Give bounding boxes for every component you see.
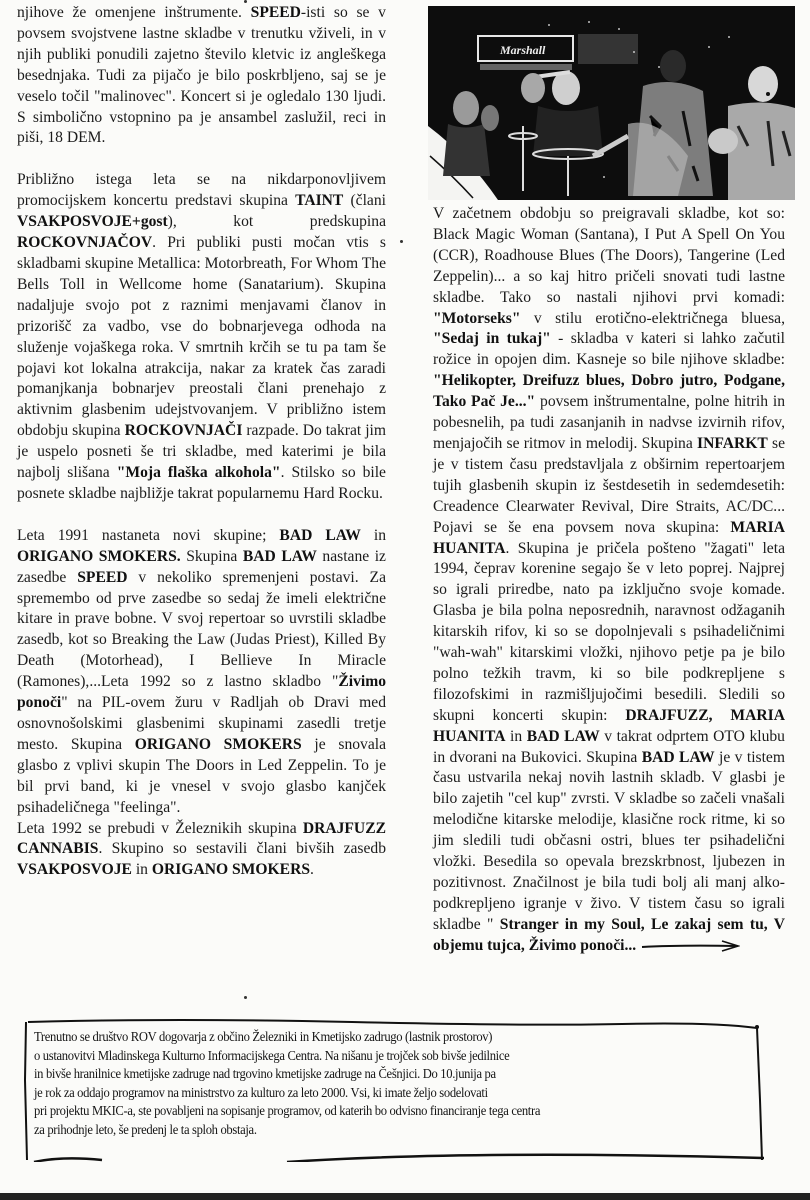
text-run: razpade. Do takrat jim je uspelo posneti še tri skladbe, med katerimi je bila najbolj slišana — [17, 422, 386, 482]
text-run: . Stilsko so bile posnete skladbe najbližje takrat popularnemu Hard Rocku. — [17, 464, 386, 502]
band-photo — [428, 6, 795, 200]
text-run: in — [505, 727, 527, 745]
text-run: Leta 1992 se prebudi v Železnikih skupina — [17, 819, 303, 837]
text-run: -isti so se v povsem svojstvene lastne skladbe v trenutku vživeli, in v njih publiki ponudili zajetno število kletvic iz angleškega besednjaka. Tudi za pijačo je bilo poskrbljeno, saj se je veselo točil "malinovec". Koncert si je ogledalo 130 ljudi. S simbolično vstopnino pa je ansambel zaslužil, reci in piši, 18 DEM. — [17, 4, 386, 147]
text-run: Skupina — [180, 547, 243, 565]
bold-text-run: ORIGANO SMOKERS — [134, 735, 302, 753]
notice-box — [22, 1010, 764, 1162]
scan-speck — [244, 996, 247, 999]
bold-text-run: DRAJFUZZ, MARIA HUANITA — [433, 706, 785, 745]
bold-text-run: ROCKOVNJAČI — [124, 422, 243, 440]
text-run: nastane iz zasedbe — [17, 547, 386, 586]
text-run: v takrat odprtem OTO klubu in dvorani na Bukovici. Skupina — [433, 727, 785, 766]
text-run: in — [360, 526, 386, 544]
notice-line: pri projektu MKIC-a, ste povabljeni na sopisanje programov, od katerih bo odvisno financiranje tega centra — [34, 1103, 541, 1118]
bold-text-run: BAD LAW — [242, 547, 317, 565]
paragraph-speed-concert — [17, 3, 386, 149]
notice-line: o ustanovitvi Mladinskega Kulturno Informacijskega Centra. Na nišanu je trojček sob bivše jedilnice — [34, 1047, 510, 1063]
text-run: . Pri publiki pusti močan vtis s skladbami skupine Metallica: Motorbreath, For Whom The Bells Toll in Wellcome home (Sanatarium). Skupina nadaljuje svojo pot z raznimi menjavami članov in prizorišč za vadbo, vse do bobnarjevega odhoda na služenje vojaškega roka. V smrtnih krčih se tu pa tam še pojavi kot lokalna atrakcija, nakar za kratek čas zaradi pomanjkanja bobnarjev preostali člani prenehajo z aktivnim glasbenim udejstvovanjem. V približno istem obdobju skupina — [17, 234, 386, 440]
bold-text-run: BAD LAW — [526, 727, 600, 745]
text-run: V začetnem obdobju so preigravali skladbe, kot so: Black Magic Woman (Santana), I Put A Spell On You (CCR), Roadhouse Blues (The Doors), Tangerine (Led Zeppelin)... a so kaj hitro pričeli snovati tudi lastne skladbe. Tako so nastali njihovi prvi komadi: — [433, 205, 785, 306]
text-run: - skladba v kateri si lahko začutil rožice in opojen dim. Kasneje so bile njihove skladbe: — [433, 330, 785, 369]
bold-text-run: Stranger in my Soul, Le zakaj sem tu, V objemu tujca, Živimo ponoči... — [433, 915, 786, 954]
bold-text-run: TAINT — [295, 192, 344, 210]
bold-text-run: BAD LAW — [641, 748, 715, 766]
text-run: ), kot predskupina — [167, 213, 386, 231]
bold-text-run: SPEED — [77, 568, 128, 586]
bold-text-run: "Motorseks" — [433, 309, 521, 327]
notice-line: za prihodnje leto, še predenj le ta sploh obstaja. — [34, 1121, 257, 1137]
paragraph-taint-rockovnjaci — [17, 170, 386, 505]
bold-text-run: "Moja flaška alkohola" — [116, 464, 281, 482]
band-photo-image — [428, 6, 795, 200]
continue-arrow-icon — [640, 940, 740, 952]
left-column — [17, 3, 386, 881]
bold-text-run: VSAKPOSVOJE — [17, 861, 132, 879]
notice-text — [34, 1028, 711, 1139]
bold-text-run: "Helikopter, Dreifuzz blues, Dobro jutro, Podgane, Tako Pač Je..." — [433, 372, 785, 411]
bold-text-run: ORIGANO SMOKERS. — [17, 547, 181, 565]
bold-text-run: MARIA HUANITA — [433, 518, 785, 557]
scan-edge — [0, 1193, 810, 1200]
text-run: . Skupina je pričela pošteno "žagati" leta 1994, čeprav korenine segajo še v leto poprej. Najprej so igrali priredbe, nato pa izključno svoje komade. Glasba je bila polna neposrednih, naravnost odžaganih kitarskih rifov, ki so se dopolnjevali s psihadeličnimi "wah-wah" kitarskimi vložki, njihovo petje pa je bilo polno težkih travm, ki so bile podkrepljene s filozofskimi in razmišljujočimi besedili. Sledili so skupni koncerti skupin: — [433, 539, 785, 724]
text-run: je v tistem času ustvarila nekaj novih lastnih skladb. V glasbi je bilo zajetih "cel kup" zvrsti. V skladbe so začeli vnašali melodične kitarske melodije, klasične rock ritme, ki so jim sledili tudi občasni ostri, blues ter psihadelični vložki. Besedila so opevala brezskrbnost, ljubezen in pozitivnost. Značilnost je bila tudi bolj ali manj alko-podkrepljeno igranje v živo. V tistem času so igrali skladbe " — [433, 748, 785, 933]
paragraph-early-period-text — [433, 205, 785, 954]
notice-line: je rok za oddajo programov na ministrstvo za kulturo za leto 2000. Vsi, ki imate željo sodelovati — [34, 1084, 488, 1100]
text-run: Leta 1991 nastaneta novi skupine; — [17, 526, 280, 544]
text-run: je snovala glasbo z vplivi skupin The Doors in Led Zeppelin. To je bil prvi band, ki je vnesel v svojo glasbo kanjček psihadeličnega "feelinga". — [17, 735, 387, 816]
text-run: in — [131, 861, 152, 879]
text-run: povsem inštrumentalne, polne hitrih in pobesnelih, pa tudi zasanjanih in nadvse izvirnih rifov, menjajočih se ritmov in melodij. Skupina — [433, 393, 785, 452]
bold-text-run: Živimo ponoči — [17, 673, 386, 712]
notice-line: Trenutno se društvo ROV dogovarja z občino Železniki in Kmetijsko zadrugo (lastnik prostorov) — [34, 1029, 493, 1044]
bold-text-run: "Sedaj in tukaj" — [433, 330, 551, 348]
text-run: njihove že omenjene inštrumente. — [17, 4, 251, 21]
text-run: " na PIL-ovem žuru v Radljah ob Dravi med osnovnošolskimi glasbenimi skupinami zasedli tretje mesto. Skupina — [17, 694, 386, 753]
text-run: . — [310, 861, 314, 879]
bold-text-run: BAD LAW — [279, 526, 361, 544]
paragraph-bad-law-origano — [17, 526, 386, 819]
text-run: v nekoliko spremenjeni postavi. Za spremembo od prve zasedbe so sedaj že imeli električne kitare in prave bobne. V svoj repertoar so uvrstili skladbe zasedb, kot so Breaking the Law (Judas Priest), Killed By Death (Motorhead), I Bellieve In Miracle (Ramones),...Leta 1992 so z lastno skladbo " — [17, 568, 386, 691]
text-run: v stilu erotično-električnega bluesa, — [520, 309, 785, 327]
bold-text-run: INFARKT — [697, 434, 768, 452]
bold-text-run: ORIGANO SMOKERS — [151, 861, 310, 879]
scan-speck — [244, 0, 247, 3]
scan-speck — [400, 240, 403, 243]
paragraph-drajfuzz — [17, 819, 386, 882]
text-run: (člani — [343, 192, 386, 210]
bold-text-run: SPEED — [250, 4, 301, 21]
bold-text-run: ROCKOVNJAČOV — [17, 234, 153, 252]
notice-line: in bivše hranilnice kmetijske zadruge nad trgovino kmetijske zadruge na Češnjici. Do 10.junija pa — [34, 1066, 496, 1081]
amp-brand-label: Marshall — [500, 43, 546, 57]
paragraph-early-period — [433, 204, 785, 957]
bold-text-run: DRAJFUZZ CANNABIS — [17, 819, 386, 858]
text-run: Približno istega leta se na nikdarponovljivem promocijskem koncertu predstavi skupina — [17, 171, 386, 210]
text-run: se je v tistem času predstavljala z obširnim repertoarjem tujih glasbenih skupin iz šestdesetih in sedemdesetih: Creadence Clearwater Revival, Dire Straits, AC/DC... Pojavi se še ena povsem nova skupina: — [433, 434, 785, 536]
right-column — [433, 204, 785, 957]
text-run: . Skupino so sestavili člani bivših zasedb — [98, 840, 386, 858]
bold-text-run: VSAKPOSVOJE+gost — [17, 213, 168, 231]
